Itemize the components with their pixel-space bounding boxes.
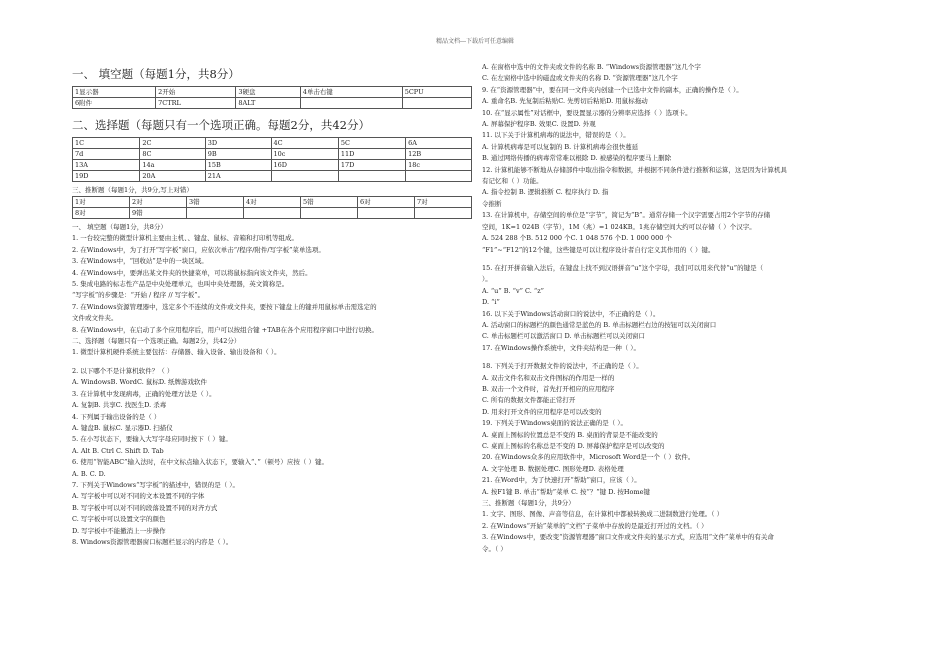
question-line: A. 活动窗口的标题栏的颜色通常是蓝色的 B. 单击标题栏右边的按钮可以关闭窗口 <box>482 320 717 329</box>
answer-cell: 10c <box>271 149 338 160</box>
question-line: “F1”~“F12”的12个键，这些键是可以让程序设计者自行定义其作用的（ ）键。 <box>482 245 715 254</box>
question-line: 5. 在小写状态下，要输入大写字母应同时按下（ ）键。 <box>72 435 232 444</box>
question-line: B. 通过网络传播的病毒常常难以根除 D. 被感染的程序要马上删除 <box>482 154 672 163</box>
answer-cell: 3硬盘 <box>236 87 300 98</box>
question-line: A. 双击文件名和双击文件图标的作用是一样的 <box>482 373 615 382</box>
answer-cell: 4C <box>271 138 338 149</box>
question-line: 9. 在“资源管理器”中，要在同一文件夹内创建一个已选中文件的副本，正确的操作是（ ）。 <box>482 85 743 94</box>
answer-cell: 8对 <box>73 208 130 219</box>
question-line: 2. 以下哪个不是计算机软件？（ ） <box>72 366 174 375</box>
answer-cell: 18c <box>406 160 472 171</box>
answer-cell: 4单击右键 <box>300 87 402 98</box>
question-line: 21. 在Word中，为了快速打开“帮助”窗口，应该（ ）。 <box>482 476 641 485</box>
question-line: C. 桌面上图标的名称总是不变的 D. 屏幕保护程序是可以改变的 <box>482 442 665 450</box>
question-line: 1. 文字、图形、图像、声音等信息，在计算机中都被转换成二进制数进行处理。（ ） <box>482 510 724 519</box>
answer-cell: 16D <box>271 160 338 171</box>
answer-cell: 20A <box>140 171 205 182</box>
question-line: 有记忆和（ ）功能。 <box>482 177 543 186</box>
question-line: 20. 在Windows众多的应用软件中，Microsoft Word是一个（ ）软件。 <box>482 453 695 462</box>
answer-cell: 3D <box>205 138 271 149</box>
question-line: 1. 微型计算机硬件系统主要包括：存储器、输入设备、输出设备和（ ）。 <box>72 348 281 357</box>
question-line: A. 524 288 个B. 512 000 个C. 1 048 576 个D. 1 000 000 个 <box>482 234 672 243</box>
question-line: 17. 在Windows操作系统中，文件夹结构是一种（ ）。 <box>482 343 641 352</box>
question-line: A. 在窗格中选中的文件夹或文件的名称 B. “Windows资源管理器”这几个字 <box>482 63 701 71</box>
answer-cell: 1对 <box>73 197 130 208</box>
question-line: 15. 在打开拼音输入法后，在键盘上找不到汉语拼音“u”这个字母，我们可以用来代替“u”的键是（ <box>482 263 764 272</box>
question-line: 11. 以下关于计算机病毒的说法中，错误的是（ ）。 <box>482 131 630 140</box>
question-line: 18. 下列关于打开数据文件的说法中，不正确的是（ ）。 <box>482 362 643 371</box>
question-line: 令。（ ） <box>482 544 507 553</box>
question-line: 一、 填空题（每题1分，共8分） <box>72 223 167 231</box>
question-line: 2. 在Windows中，为了打开“写字板”窗口，应依次单击“/程序/附件/写字板”菜单选项。 <box>72 245 325 254</box>
question-line: A. 写字板中可以对不同的文本设置不同的字体 <box>72 492 205 501</box>
answer-cell: 9B <box>205 149 271 160</box>
answer-cell: 7对 <box>415 197 472 208</box>
answer-cell: 5C <box>338 138 405 149</box>
answer-cell <box>358 208 415 219</box>
question-line <box>482 354 882 361</box>
question-line: D. “i” <box>482 298 500 307</box>
question-line: 16. 以下关于Windows活动窗口的说法中，不正确的是（ ）。 <box>482 309 660 318</box>
answer-table-choice <box>72 137 472 182</box>
left-column <box>72 62 472 548</box>
answer-cell: 15B <box>205 160 271 171</box>
answer-cell: 1C <box>73 138 140 149</box>
answer-cell: 12B <box>406 149 472 160</box>
question-line: 3. 在计算机中发现病毒，正确的处理方法是（ ）。 <box>72 389 216 398</box>
answer-cell <box>271 171 338 182</box>
answer-cell: 11D <box>338 149 405 160</box>
question-line: A. 指令控制 B. 逻辑推断 C. 程序执行 D. 指 <box>482 188 609 197</box>
question-line: D. 用来打开文件的应用程序是可以改变的 <box>482 407 602 416</box>
answer-cell: 19D <box>73 171 140 182</box>
question-line: A. 键盘B. 鼠标C. 显示器D. 扫描仪 <box>72 423 173 432</box>
answer-cell: 4对 <box>244 197 301 208</box>
answer-cell: 21A <box>205 171 271 182</box>
question-line: 7. 在Windows资源管理器中，选定多个不连续的文件或文件夹，要按下键盘上的键并用鼠标单击需选定的 <box>72 302 377 311</box>
answer-cell: 7CTRL <box>156 98 236 109</box>
answer-cell: 1显示器 <box>73 87 156 98</box>
question-line: B. 写字板中可以对不同的段落设置不同的对齐方式 <box>72 503 218 512</box>
question-line: D. 写字板中不能撤消上一步操作 <box>72 526 166 535</box>
question-line: A. Alt B. Ctrl C. Shift D. Tab <box>72 446 164 455</box>
question-line: 令推断 <box>482 199 502 208</box>
answer-cell: 5错 <box>301 197 358 208</box>
question-line: A. 复制B. 共享C. 找医生D. 杀毒 <box>72 401 167 410</box>
question-line: 12. 计算机能够不断地从存储部件中取出指令和数据，并根据不同条件进行推断和运算，这是因为计算机具 <box>482 165 787 174</box>
question-line: C. 在左窗格中选中的磁盘或文件夹的名称 D. “资源管理器”这几个字 <box>482 74 678 83</box>
question-line: 10. 在“显示属性”对话框中，要设置显示器的分辨率应选择（ ）选项卡。 <box>482 108 692 117</box>
question-line: A. B. C. D. <box>72 469 106 478</box>
answer-cell: 3错 <box>187 197 244 208</box>
right-question-lines <box>482 62 882 555</box>
section2-title: 二、选择题（每题只有一个选项正确。每题2分，共42分） <box>72 118 370 132</box>
question-line: 7. 下列关于Windows“写字板”的描述中，错误的是（ ）。 <box>72 480 240 489</box>
question-line: A. 计算机病毒是可以复制的 B. 计算机病毒会很快蔓延 <box>482 142 639 151</box>
question-line: 1. 一台较完整的微型计算机主要由主机、、键盘、鼠标、音箱和打印机等组成。 <box>72 234 299 243</box>
question-line: A. 文字处理 B. 数据处理C. 图形处理D. 表格处理 <box>482 464 624 473</box>
answer-cell: 9错 <box>130 208 187 219</box>
question-line <box>72 359 472 366</box>
question-line: 4. 在Windows中，要弹出某文件夹的快捷菜单，可以将鼠标指向该文件夹，然后。 <box>72 268 312 277</box>
question-line: 三、推断题（每题1分，共9分） <box>482 499 575 508</box>
question-line: 文件或文件夹。 <box>72 314 118 323</box>
answer-cell <box>244 208 301 219</box>
question-line: C. 写字板中可以设置文字的颜色 <box>72 515 166 524</box>
answer-cell: 14a <box>140 160 205 171</box>
answer-cell <box>402 98 471 109</box>
answer-table-judge <box>72 196 472 219</box>
question-line: C. 单击标题栏可以激活窗口 D. 单击标题栏可以关闭窗口 <box>482 332 646 341</box>
answer-cell: 6对 <box>358 197 415 208</box>
question-line: “写字板”的步骤是：“开始 / 程序 // 写字板”。 <box>72 291 205 300</box>
question-line: 4. 下列属于输出设备的是（ ） <box>72 412 161 421</box>
answer-cell <box>187 208 244 219</box>
question-line: B. 双击一个文件时，首先打开相应的应用程序 <box>482 384 615 393</box>
answer-cell <box>301 208 358 219</box>
answer-cell: 6附件 <box>73 98 156 109</box>
answer-cell: 6A <box>406 138 472 149</box>
answer-cell <box>415 208 472 219</box>
section1-title: 一、 填空题（每题1分，共8分） <box>72 67 240 81</box>
answer-cell: 7d <box>73 149 140 160</box>
answer-cell: 5CPU <box>402 87 471 98</box>
question-line: 2. 在Windows“开始”菜单的“文档”子菜单中存放的是最近打开过的文档。（ ） <box>482 521 708 530</box>
question-line: 19. 下列关于Windows桌面的说法正确的是（ ）。 <box>482 419 628 428</box>
answer-cell: 8C <box>140 149 205 160</box>
question-line: 8. Windows资源管理器窗口标题栏显示的内容是（ ）。 <box>72 537 233 546</box>
answer-cell <box>406 171 472 182</box>
question-line: A. 屏幕保护程序B. 效果C. 设置D. 外观 <box>482 120 596 129</box>
answer-table-fill <box>72 86 472 109</box>
question-line: 8. 在Windows中，在启动了多个应用程序后，用户可以按组合键 +TAB在各个应用程序窗口中进行切换。 <box>72 325 379 334</box>
question-line <box>482 256 882 263</box>
question-line: A. 桌面上图标的位置总是不变的 B. 桌面的背景是不能改变的 <box>482 430 658 439</box>
question-line: A. 重命名B. 先复制后粘贴C. 先剪切后粘贴D. 用鼠标拖动 <box>482 97 648 106</box>
right-column <box>482 62 882 555</box>
answer-cell: 13A <box>73 160 140 171</box>
answer-cell: 8ALT <box>236 98 300 109</box>
question-line: 空间，1K=1 024B（字节），1M（兆）=1 024KB。1兆存储空间大约可以存储（ ）个汉字。 <box>482 222 756 231</box>
question-line: A. WindowsB. WordC. 鼠标D. 纸牌游戏软件 <box>72 378 207 387</box>
left-question-lines <box>72 222 472 548</box>
question-line: A. “u” B. “v” C. “z” <box>482 286 544 295</box>
question-line: A. 按F1键 B. 单击“帮助”菜单 C. 按“？”键 D. 按Home键 <box>482 487 650 496</box>
page-header: 精品文档---下载后可任意编辑 <box>435 38 515 45</box>
answer-cell <box>300 98 402 109</box>
question-line: ）。 <box>482 275 492 284</box>
question-line: 3. 在Windows中，“回收站”是中的一块区域。 <box>72 257 208 266</box>
answer-cell: 2对 <box>130 197 187 208</box>
question-line: 3. 在Windows中，要改变“资源管理器”窗口文件或文件夹的显示方式，应选用“文件”菜单中的有关命 <box>482 533 774 542</box>
answer-cell: 17D <box>338 160 405 171</box>
section3-title: 三、推断题（每题1分，共9分,写上对错） <box>72 186 193 194</box>
question-line: 6. 使用“智能ABC”输入法时，在中文标点输入状态下，要输入“、”（顿号）应按（ ）键。 <box>72 458 328 467</box>
answer-cell <box>338 171 405 182</box>
answer-cell: 2开始 <box>156 87 236 98</box>
answer-cell: 2C <box>140 138 205 149</box>
question-line: 二、选择题（每题只有一个选项正确。每题2分，共42分） <box>72 337 241 346</box>
question-line: 13. 在计算机中，存储空间的单位是“字节”，简记为“B”。通常存储一个汉字需要占用2个字节的存储 <box>482 211 771 220</box>
question-line: 5. 集成电路的标志性产品是中央处理单元，也叫中央处理器，英文简称是。 <box>72 280 289 289</box>
question-line: C. 所有的数据文件都能正常打开 <box>482 396 576 405</box>
